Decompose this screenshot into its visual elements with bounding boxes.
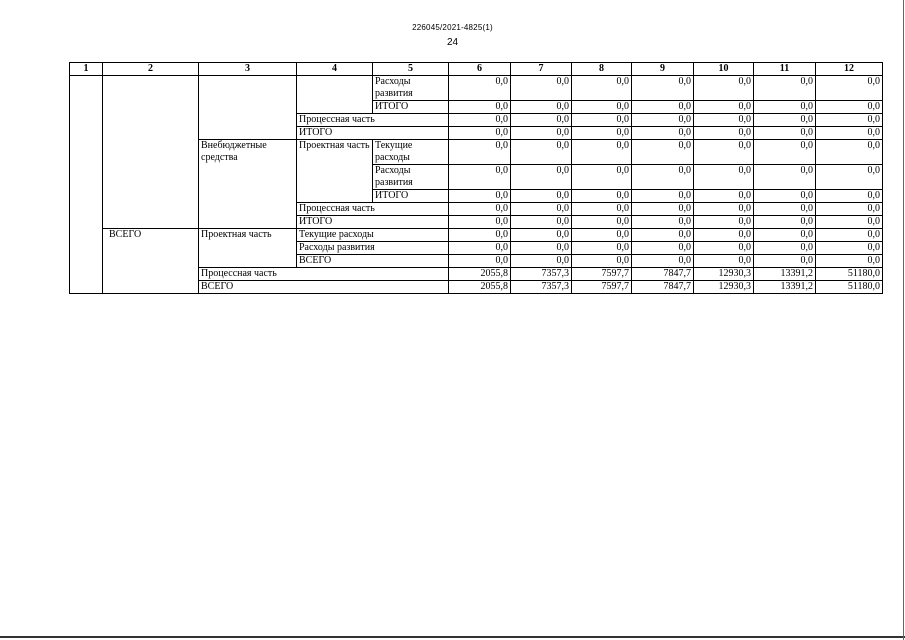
- value-cell: 0,0: [632, 165, 694, 190]
- value-cell: 0,0: [694, 190, 754, 203]
- value-cell: 0,0: [511, 242, 572, 255]
- value-cell: 0,0: [632, 216, 694, 229]
- value-cell: 0,0: [511, 229, 572, 242]
- value-cell: 0,0: [694, 127, 754, 140]
- value-cell: 0,0: [816, 140, 883, 165]
- value-cell: 12930,3: [694, 281, 754, 294]
- column-header: 3: [199, 63, 297, 76]
- value-cell: 0,0: [632, 114, 694, 127]
- value-cell: 0,0: [632, 255, 694, 268]
- row-label: Текущие расходы: [297, 229, 449, 242]
- value-cell: 0,0: [754, 255, 816, 268]
- value-cell: 0,0: [572, 229, 632, 242]
- value-cell: 0,0: [572, 114, 632, 127]
- row-label: Расходы развития: [373, 76, 449, 101]
- value-cell: 0,0: [449, 114, 511, 127]
- value-cell: 0,0: [511, 165, 572, 190]
- value-cell: 0,0: [816, 255, 883, 268]
- value-cell: 0,0: [449, 255, 511, 268]
- value-cell: 0,0: [449, 203, 511, 216]
- value-cell: 2055,8: [449, 268, 511, 281]
- value-cell: 0,0: [694, 140, 754, 165]
- value-cell: 0,0: [694, 229, 754, 242]
- table-row: [70, 229, 883, 242]
- value-cell: 0,0: [632, 190, 694, 203]
- value-cell: 0,0: [632, 229, 694, 242]
- cell-col1: [70, 76, 103, 294]
- row-label: Расходы развития: [297, 242, 449, 255]
- value-cell: 0,0: [694, 255, 754, 268]
- value-cell: 0,0: [511, 216, 572, 229]
- value-cell: 0,0: [754, 76, 816, 101]
- row-label: ВСЕГО: [103, 229, 199, 294]
- value-cell: 0,0: [754, 216, 816, 229]
- row-label: ВСЕГО: [297, 255, 449, 268]
- value-cell: 0,0: [449, 76, 511, 101]
- value-cell: 7597,7: [572, 281, 632, 294]
- column-header: 1: [70, 63, 103, 76]
- value-cell: 0,0: [449, 140, 511, 165]
- value-cell: 0,0: [572, 127, 632, 140]
- value-cell: 0,0: [632, 127, 694, 140]
- budget-table: [69, 62, 883, 294]
- column-header: 10: [694, 63, 754, 76]
- document-id: 226045/2021-4825(1): [412, 23, 493, 32]
- row-label: Расходы развития: [373, 165, 449, 190]
- value-cell: 0,0: [694, 203, 754, 216]
- column-header: 11: [754, 63, 816, 76]
- value-cell: 0,0: [572, 216, 632, 229]
- row-label: Текущие расходы: [373, 140, 449, 165]
- value-cell: 0,0: [632, 242, 694, 255]
- value-cell: 0,0: [449, 101, 511, 114]
- value-cell: 0,0: [572, 242, 632, 255]
- cell-col2: [103, 76, 199, 229]
- value-cell: 7357,3: [511, 268, 572, 281]
- row-label: Процессная часть: [199, 268, 449, 281]
- row-label: ВСЕГО: [199, 281, 449, 294]
- column-header: 12: [816, 63, 883, 76]
- row-label: ИТОГО: [373, 101, 449, 114]
- cell-col3: [199, 76, 297, 140]
- value-cell: 0,0: [754, 101, 816, 114]
- scan-bottom-edge: [0, 636, 905, 638]
- row-label: Проектная часть: [297, 140, 373, 203]
- value-cell: 0,0: [816, 127, 883, 140]
- value-cell: 0,0: [816, 229, 883, 242]
- value-cell: 0,0: [816, 76, 883, 101]
- value-cell: 7847,7: [632, 281, 694, 294]
- value-cell: 2055,8: [449, 281, 511, 294]
- value-cell: 0,0: [511, 140, 572, 165]
- value-cell: 0,0: [632, 76, 694, 101]
- column-header: 5: [373, 63, 449, 76]
- value-cell: 51180,0: [816, 281, 883, 294]
- value-cell: 0,0: [694, 101, 754, 114]
- value-cell: 0,0: [816, 190, 883, 203]
- row-label: Внебюджетные средства: [199, 140, 297, 229]
- value-cell: 0,0: [449, 229, 511, 242]
- value-cell: 0,0: [449, 165, 511, 190]
- value-cell: 0,0: [754, 114, 816, 127]
- value-cell: 0,0: [511, 76, 572, 101]
- value-cell: 13391,2: [754, 281, 816, 294]
- value-cell: 0,0: [572, 140, 632, 165]
- header-row: [70, 63, 883, 76]
- value-cell: 0,0: [449, 190, 511, 203]
- value-cell: 0,0: [694, 114, 754, 127]
- value-cell: 0,0: [511, 190, 572, 203]
- row-label: ИТОГО: [297, 127, 449, 140]
- value-cell: 0,0: [694, 216, 754, 229]
- page-number: 24: [446, 37, 459, 48]
- value-cell: 0,0: [572, 203, 632, 216]
- row-label: ИТОГО: [373, 190, 449, 203]
- scan-right-edge: [903, 0, 904, 640]
- row-label: Процессная часть: [297, 114, 449, 127]
- value-cell: 0,0: [754, 165, 816, 190]
- column-header: 2: [103, 63, 199, 76]
- value-cell: 0,0: [632, 203, 694, 216]
- value-cell: 0,0: [754, 140, 816, 165]
- value-cell: 0,0: [449, 127, 511, 140]
- value-cell: 0,0: [816, 216, 883, 229]
- value-cell: 0,0: [754, 203, 816, 216]
- value-cell: 0,0: [572, 165, 632, 190]
- value-cell: 0,0: [816, 242, 883, 255]
- value-cell: 0,0: [816, 165, 883, 190]
- value-cell: 0,0: [694, 76, 754, 101]
- value-cell: 0,0: [816, 203, 883, 216]
- table-row: [70, 76, 883, 101]
- value-cell: 0,0: [449, 242, 511, 255]
- value-cell: 0,0: [572, 101, 632, 114]
- value-cell: 0,0: [511, 127, 572, 140]
- column-header: 9: [632, 63, 694, 76]
- value-cell: 7847,7: [632, 268, 694, 281]
- value-cell: 7357,3: [511, 281, 572, 294]
- value-cell: 0,0: [632, 101, 694, 114]
- column-header: 4: [297, 63, 373, 76]
- value-cell: 12930,3: [694, 268, 754, 281]
- value-cell: 51180,0: [816, 268, 883, 281]
- value-cell: 0,0: [449, 216, 511, 229]
- value-cell: 0,0: [632, 140, 694, 165]
- value-cell: 0,0: [511, 255, 572, 268]
- value-cell: 0,0: [754, 229, 816, 242]
- cell-col4: [297, 76, 373, 114]
- value-cell: 0,0: [694, 242, 754, 255]
- value-cell: 0,0: [511, 114, 572, 127]
- value-cell: 0,0: [694, 165, 754, 190]
- value-cell: 0,0: [754, 242, 816, 255]
- row-label: ИТОГО: [297, 216, 449, 229]
- row-label: Процессная часть: [297, 203, 449, 216]
- column-header: 8: [572, 63, 632, 76]
- value-cell: 0,0: [511, 203, 572, 216]
- column-header: 6: [449, 63, 511, 76]
- row-label: Проектная часть: [199, 229, 297, 268]
- value-cell: 13391,2: [754, 268, 816, 281]
- value-cell: 0,0: [572, 190, 632, 203]
- value-cell: 0,0: [754, 190, 816, 203]
- value-cell: 7597,7: [572, 268, 632, 281]
- value-cell: 0,0: [572, 76, 632, 101]
- value-cell: 0,0: [816, 114, 883, 127]
- column-header: 7: [511, 63, 572, 76]
- value-cell: 0,0: [511, 101, 572, 114]
- value-cell: 0,0: [754, 127, 816, 140]
- value-cell: 0,0: [572, 255, 632, 268]
- value-cell: 0,0: [816, 101, 883, 114]
